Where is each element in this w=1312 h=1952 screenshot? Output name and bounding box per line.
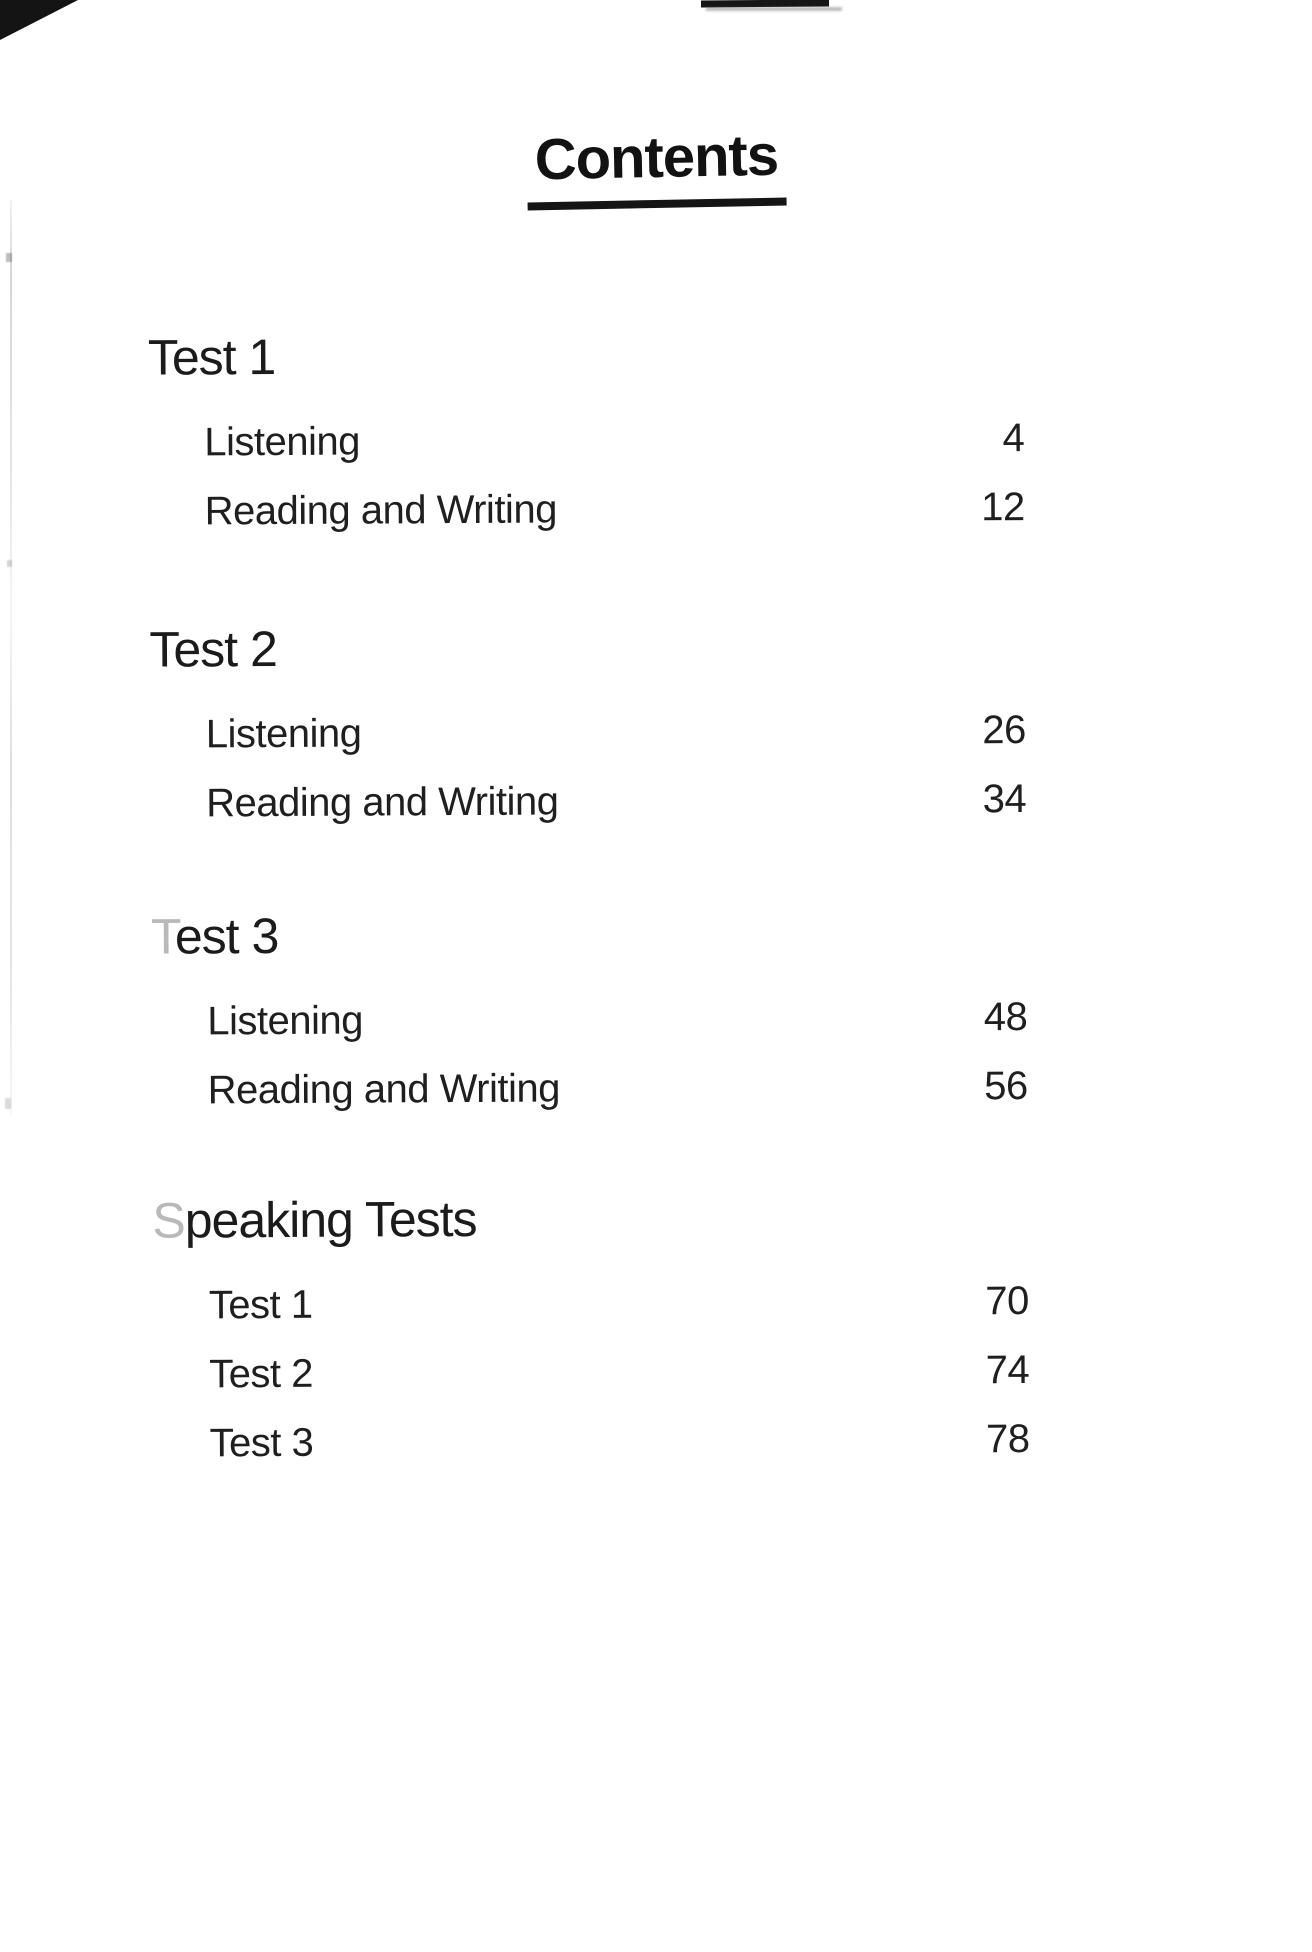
section-heading-text: est 3 xyxy=(174,907,279,965)
toc-entry xyxy=(152,1052,1028,1126)
toc-entry xyxy=(153,1336,1029,1410)
toc-entry xyxy=(148,473,1024,547)
toc-entry-label: Listening xyxy=(207,998,364,1044)
toc-entry-page-number: 74 xyxy=(985,1348,1030,1393)
toc-entry-label: Test 3 xyxy=(209,1420,314,1466)
section-heading-faded-letter: T xyxy=(150,908,176,965)
toc-entry-page-number: 4 xyxy=(1002,416,1025,461)
toc-section-test-2 xyxy=(149,620,1026,839)
toc-entry-label: Reading and Writing xyxy=(204,487,557,534)
toc-entry-page-number: 70 xyxy=(985,1279,1029,1324)
toc-entry-label: Listening xyxy=(204,419,361,465)
toc-entry-label: Test 1 xyxy=(208,1282,313,1328)
toc-entry xyxy=(151,983,1027,1057)
toc-entry-page-number: 78 xyxy=(985,1417,1030,1462)
toc-entry-page-number: 26 xyxy=(982,708,1026,753)
toc-entry xyxy=(153,1267,1029,1341)
toc-section-test-1 xyxy=(148,328,1025,547)
toc-entry-page-number: 34 xyxy=(982,777,1027,822)
section-heading xyxy=(150,907,1027,965)
toc-entry-page-number: 56 xyxy=(984,1064,1028,1109)
section-heading xyxy=(147,328,1024,386)
toc-entry xyxy=(148,404,1024,478)
page-title xyxy=(1,121,1312,212)
toc-entry-label: Test 2 xyxy=(209,1351,314,1397)
section-heading-faded-letter: S xyxy=(152,1192,185,1249)
section-heading-text: Test 2 xyxy=(149,620,277,678)
toc-entry-label: Listening xyxy=(205,711,362,757)
section-heading xyxy=(152,1190,1028,1249)
toc-entry-label: Reading and Writing xyxy=(206,779,559,826)
page-title-text: Contents xyxy=(526,122,787,211)
toc-entry-label: Reading and Writing xyxy=(207,1066,561,1113)
toc-section-speaking-tests xyxy=(152,1191,1029,1479)
toc-entry xyxy=(150,696,1026,770)
toc-section-test-3 xyxy=(151,907,1028,1126)
section-heading xyxy=(149,620,1025,678)
section-heading-text: Test 1 xyxy=(147,328,276,386)
section-heading-text: peaking Tests xyxy=(184,1190,477,1249)
toc-entry xyxy=(153,1405,1029,1479)
toc-entry-page-number: 12 xyxy=(981,485,1025,530)
toc-entry-page-number: 48 xyxy=(983,995,1028,1040)
table-of-contents xyxy=(148,328,1030,1479)
toc-entry xyxy=(150,765,1026,839)
